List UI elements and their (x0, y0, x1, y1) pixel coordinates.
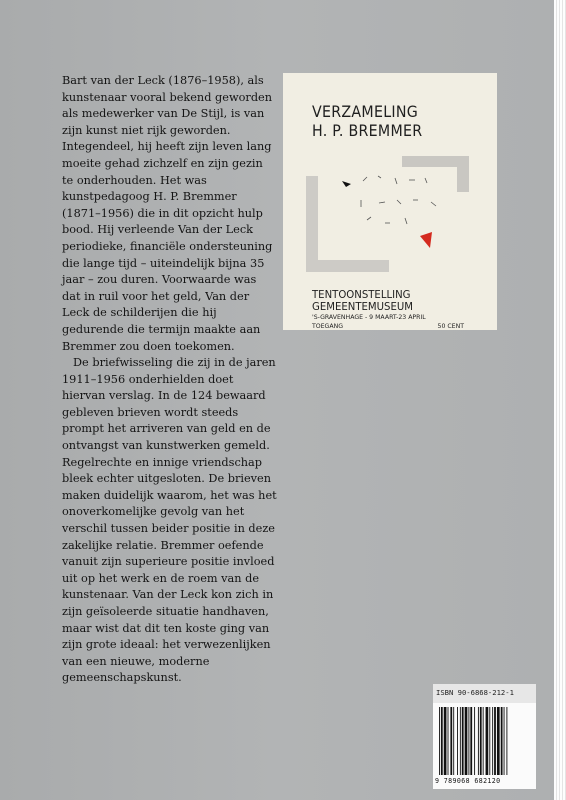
barcode-bar (504, 707, 505, 775)
exhibition-poster (283, 73, 497, 330)
barcode-bar (483, 707, 484, 775)
page-edges (554, 0, 566, 800)
barcode-bar (474, 707, 475, 775)
barcode-bar (441, 707, 443, 775)
barcode-bar (448, 707, 449, 775)
barcode-bar (457, 707, 458, 775)
art-gray-bar-right (457, 156, 469, 192)
poster-sub-line-1: TENTOONSTELLING (312, 288, 411, 301)
art-gray-bar-bottom (306, 260, 389, 272)
barcode-bar (462, 707, 464, 775)
barcode-bar (453, 707, 454, 775)
barcode-bar (478, 707, 479, 775)
barcode-bar (444, 707, 447, 775)
poster-sub-line-2: GEMEENTEMUSEUM (312, 300, 413, 313)
barcode-bar (489, 707, 490, 775)
barcode-bar (450, 707, 452, 775)
poster-admission-price: 50 CENT (437, 323, 464, 330)
barcode-bar (468, 707, 469, 775)
blurb-text (62, 73, 277, 687)
barcode-bar (486, 707, 489, 775)
art-gray-bar-left (306, 176, 318, 272)
barcode (433, 703, 536, 777)
poster-title-line-2: H. P. BREMMER (312, 121, 423, 140)
barcode-bar (501, 707, 503, 775)
barcode-bar (465, 707, 468, 775)
poster-admission-label: TOEGANG (312, 323, 344, 330)
barcode-block (433, 688, 536, 789)
art-black-triangle (342, 181, 351, 187)
isbn-text: ISBN 90-6868-212-1 (436, 688, 514, 697)
blurb-paragraph-2: De briefwisseling die zij in de jaren 1911–1956 onderhielden doet hiervan verslag. In de 124 bewaard gebleven brieven wordt steeds prompt het arriveren van geld en de ontvangst van kunstwerken gemeld. Regelrechte en innige vriendschap bleek echter uitgesloten. De brieven maken duidelijk waarom, het was het onoverkomelijke gevolg van het verschil tussen beider positie in deze zakelijke relatie. Bremmer oefende vanuit zijn superieure positie invloed uit op het werk en de roem van de kunstenaar. Van der Leck kon zich in zijn geïsoleerde situatie handhaven, maar wist dat dit ten koste ging van zijn grote ideaal: het verwezenlijken van een nieuwe, moderne gemeenschapskunst. (62, 356, 277, 685)
poster-sub-line-3 (312, 313, 464, 322)
art-line-fragments (361, 176, 436, 224)
barcode-bar (494, 707, 496, 775)
barcode-bar (492, 707, 493, 775)
barcode-bar (460, 707, 461, 775)
poster-subtitle (312, 289, 464, 331)
barcode-bar (497, 707, 500, 775)
poster-title (312, 102, 422, 140)
poster-sub-line-4 (312, 322, 464, 331)
barcode-bar (480, 707, 482, 775)
barcode-bar (506, 707, 507, 775)
poster-title-line-1: VERZAMELING (312, 102, 419, 121)
barcode-bar (470, 707, 472, 775)
ean-digits: 9 789068 682120 (435, 777, 501, 785)
art-red-triangle (420, 232, 432, 248)
blurb-paragraph-1: Bart van der Leck (1876–1958), als kunstenaar vooral bekend geworden als medewerker van De Stijl, is van zijn kunst niet rijk geworden. Integendeel, hij heeft zijn leven lang moeite gehad zichzelf en zijn gezin te onderhouden. Het was kunstpedagoog H. P. Bremmer (1871–1956) die in dit opzicht hulp bood. Hij verleende Van der Leck periodieke, financiële ondersteuning die lange tijd – uiteindelijk bijna 35 jaar – zou duren. Voorwaarde was dat in ruil voor het geld, Van der Leck de schilderijen die hij gedurende die termijn maakte aan Bremmer zou doen toekomen. (62, 74, 273, 353)
barcode-bar (439, 707, 440, 775)
poster-venue-dates: 'S-GRAVENHAGE - 9 MAART-23 APRIL (312, 314, 426, 321)
poster-artwork (305, 156, 477, 274)
